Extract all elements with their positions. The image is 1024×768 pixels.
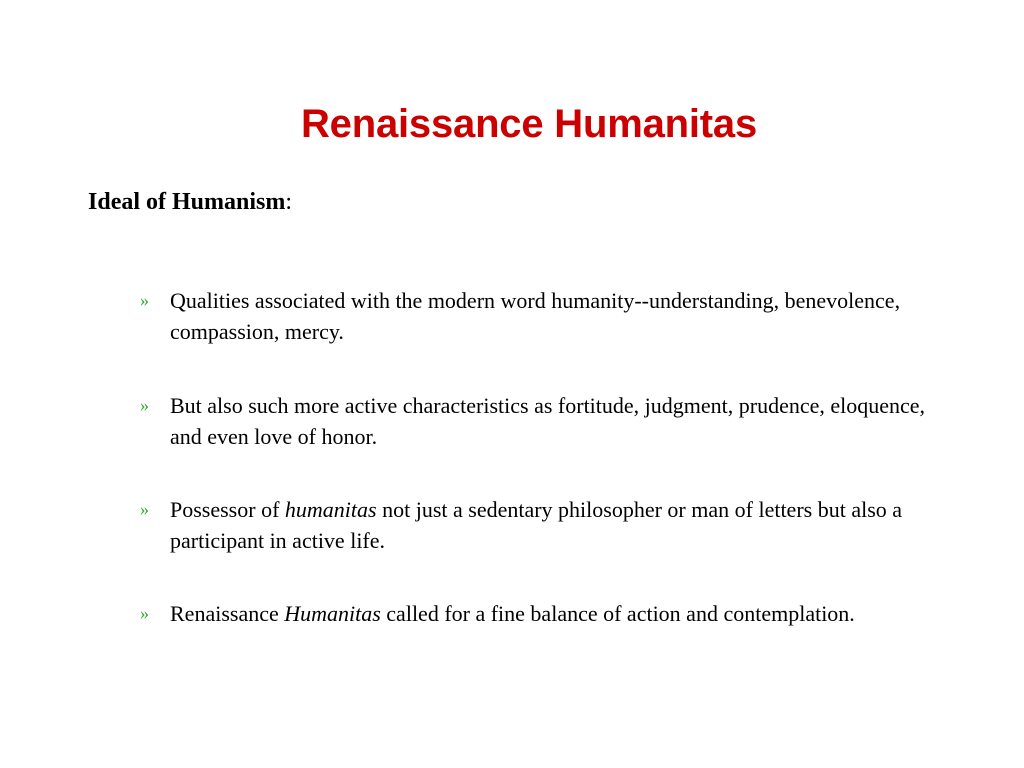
bullet-item [140, 494, 960, 556]
bullet-marker-icon: » [140, 603, 149, 623]
bullet-marker-icon: » [140, 290, 149, 310]
bullet-text [170, 598, 960, 629]
bullet-text: Qualities associated with the modern word humanity--understanding, benevolence, compassion, mercy. [170, 288, 901, 344]
bullet-marker-icon: » [140, 395, 149, 415]
bullet-text-before: Renaissance [170, 601, 285, 626]
section-heading-label: Ideal of Humanism [88, 189, 286, 215]
bullet-item [140, 598, 960, 629]
section-heading [88, 184, 292, 220]
bullet-text [170, 494, 960, 556]
section-heading-colon: : [285, 189, 293, 215]
bullet-item [140, 390, 960, 452]
bullet-text: But also such more active characteristics as fortitude, judgment, prudence, eloquence, and even love of honor. [170, 393, 926, 449]
bullet-text-italic: humanitas [284, 497, 377, 522]
bullet-item [140, 285, 960, 347]
bullet-marker-icon: » [140, 499, 149, 519]
bullet-text-after: called for a fine balance of action and contemplation. [380, 601, 855, 626]
bullet-text-after: not just a sedentary philosopher or man of letters but also a participant in active life. [170, 497, 903, 553]
slide-title: Renaissance Humanitas [301, 102, 757, 146]
bullet-text-before: Possessor of [170, 497, 285, 522]
bullet-text-italic: Humanitas [284, 601, 381, 626]
